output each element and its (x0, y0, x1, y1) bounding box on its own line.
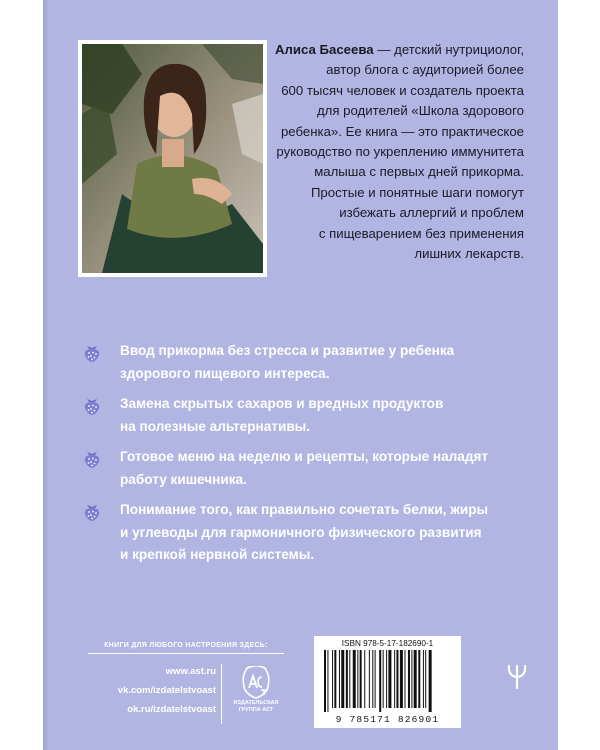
back-cover (43, 0, 558, 750)
strawberry-icon (83, 396, 101, 416)
promo-link-ok[interactable]: ok.ru/izdatelstvoast (127, 704, 216, 715)
barcode-bar (357, 650, 358, 708)
barcode-bar (414, 650, 417, 708)
barcode-bar (388, 650, 391, 708)
feature-list (83, 340, 533, 575)
author-bio (262, 40, 524, 264)
strawberry-icon (83, 502, 101, 522)
feature-item: Ввод прикорма без стресса и развитие у ребенка здорового пищевого интереса. (83, 340, 533, 385)
feature-item: Готовое меню на неделю и рецепты, которые наладят работу кишечника. (83, 446, 533, 491)
author-photo (78, 40, 267, 277)
barcode-bar (364, 650, 365, 708)
barcode-bar (418, 650, 420, 708)
publisher-caption: ИЗДАТЕЛЬСКАЯ ГРУППА АСТ (233, 700, 279, 713)
barcode-bar (339, 650, 340, 708)
promo-links (88, 662, 216, 719)
barcode-panel (314, 636, 461, 728)
feature-item: Замена скрытых сахаров и вредных продуктов на полезные альтернативы. (83, 393, 533, 438)
barcode-bar (400, 650, 403, 708)
strawberry-icon (83, 449, 101, 469)
author-bio-line: Алиса Басеева — детский нутрициолог, (275, 42, 524, 57)
barcode-bar (334, 650, 336, 708)
barcode-bar (425, 650, 426, 708)
barcode-bar (386, 650, 387, 708)
author-bio-line: Простые и понятные шаги помогут (310, 184, 524, 200)
ast-logo-icon (241, 666, 271, 700)
author-name: Алиса Басеева (275, 42, 374, 57)
barcode-bar (383, 650, 384, 708)
barcode-bar (369, 650, 370, 708)
promo-divider (221, 664, 222, 724)
psi-icon (506, 664, 528, 690)
publisher-promo (88, 642, 288, 715)
author-bio-line: с пищеварением без применения (318, 225, 524, 241)
barcode-bar (346, 650, 348, 708)
barcode-bar (332, 650, 333, 708)
author-portrait-image (82, 44, 263, 273)
barcode-bar (394, 650, 395, 708)
barcode-bar (324, 650, 326, 712)
barcode-bars (322, 650, 453, 712)
barcode-bar (372, 650, 373, 708)
barcode-bar (408, 650, 410, 708)
barcode-bar (405, 650, 406, 708)
author-bio-line: избежать аллергий и проблем (339, 205, 524, 221)
promo-link-vk[interactable]: vk.com/izdatelstvoast (117, 685, 216, 696)
barcode-bar (379, 650, 381, 712)
barcode-bar (429, 650, 432, 712)
author-bio-line: лишних лекарств. (414, 246, 524, 262)
spine-shadow (43, 0, 49, 750)
author-bio-line: ребенка». Ее книга — это практическое (280, 123, 524, 139)
promo-link-site[interactable]: www.ast.ru (165, 666, 216, 677)
barcode-bar (423, 650, 424, 708)
barcode-bar (341, 650, 344, 708)
barcode-bar (353, 650, 356, 708)
promo-heading: КНИГИ ДЛЯ ЛЮБОГО НАСТРОЕНИЯ ЗДЕСЬ: (88, 642, 284, 654)
isbn-text: ISBN 978-5-17-182690-1 (341, 639, 434, 648)
barcode-bar (375, 650, 376, 708)
feature-item: Понимание того, как правильно сочетать белки, жиры и углеводы для гармоничного физического развития и крепкой нервной системы. (83, 499, 533, 567)
barcode-bar (411, 650, 412, 708)
ean-digits: 9 785171 826901 (335, 714, 440, 725)
barcode-bar (396, 650, 398, 708)
publisher-logo (228, 666, 284, 713)
author-bio-line: автор блога с аудиторией более (326, 62, 524, 78)
strawberry-icon (83, 343, 101, 363)
author-bio-line: для родителей «Школа здорового (316, 103, 524, 119)
author-bio-line: руководство по укреплению иммунитета (276, 144, 524, 160)
barcode-bar (327, 650, 328, 712)
author-bio-line: 600 тысяч человек и создатель проекта (281, 82, 524, 98)
barcode-bar (349, 650, 350, 708)
barcode-bar (360, 650, 362, 708)
author-bio-line: малыша с первых дней прикорма. (314, 164, 524, 180)
